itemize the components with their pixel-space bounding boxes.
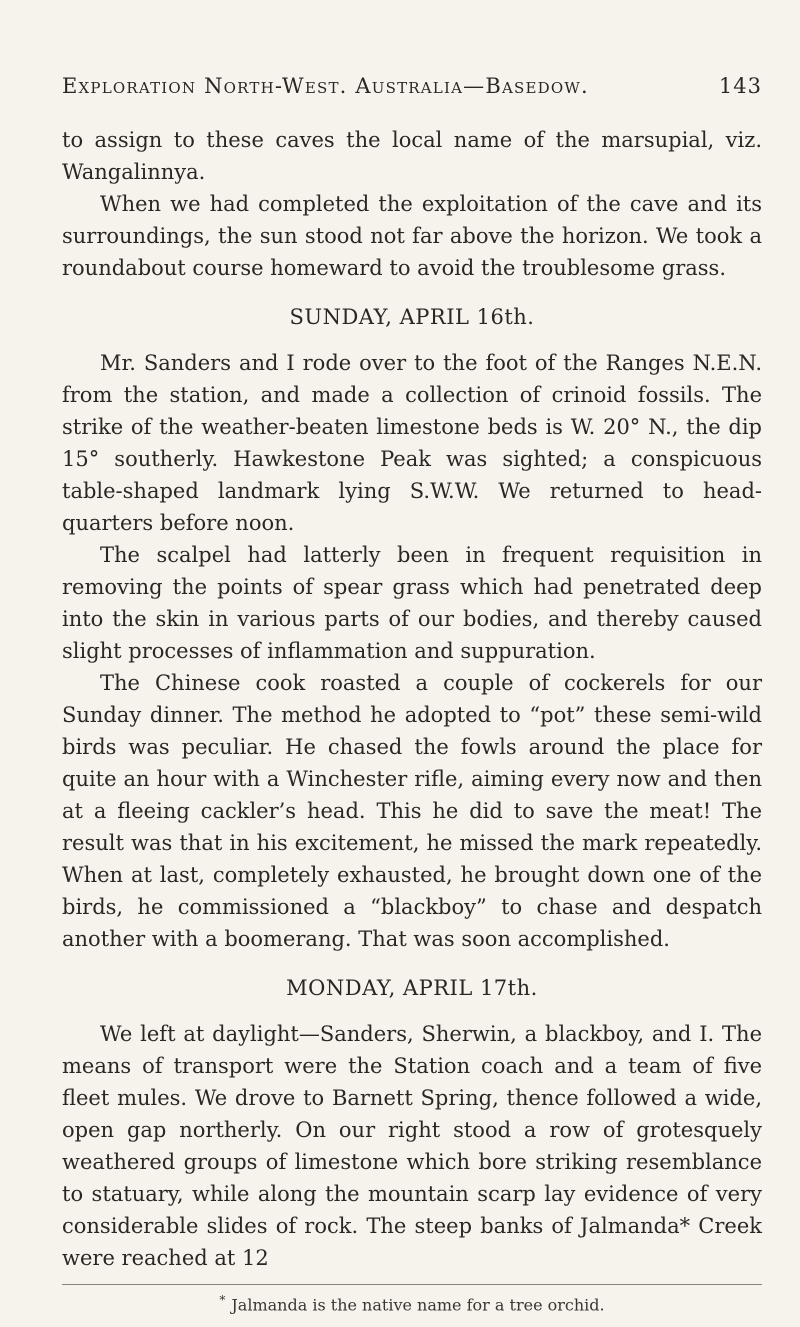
paragraph: Mr. Sanders and I rode over to the foot of the Ranges N.E.N. from the station, and made a collection of crinoid fossils. The strike of the weather-beaten limestone beds is W. 20° N., the dip 15° southerly. Hawkestone Peak was sighted; a conspicuous table-shaped landmark lying S.W.W. We returned to head-quarters before noon. [62, 351, 762, 535]
section-heading-monday: MONDAY, APRIL 17th. [286, 976, 538, 1000]
paragraph: The scalpel had latterly been in frequent requisition in removing the points of spear grass which had penetrated deep into the skin in various parts of our bodies, and thereby caused slight processes of inflammation and suppuration. [62, 543, 762, 663]
paragraph: When we had completed the exploitation of the cave and its surroundings, the sun stood not far above the horizon. We took a roundabout course homeward to avoid the troublesome grass. [62, 192, 762, 280]
book-page [62, 74, 762, 1316]
running-head-title: Exploration North-West. Australia—Basedow. [62, 74, 589, 98]
page-number: 143 [718, 74, 762, 98]
footnote-marker: * [219, 1293, 226, 1307]
section-heading-sunday: SUNDAY, APRIL 16th. [289, 305, 535, 329]
footnote-divider [62, 1284, 762, 1285]
running-head [62, 74, 762, 98]
paragraph-continued: to assign to these caves the local name of the marsupial, viz. Wangalinnya. [62, 128, 762, 184]
footnote [62, 1289, 762, 1316]
footnote-text: Jalmanda is the native name for a tree orchid. [231, 1295, 605, 1315]
paragraph: The Chinese cook roasted a couple of cockerels for our Sunday dinner. The method he adopted to “pot” these semi-wild birds was peculiar. He chased the fowls around the place for quite an hour with a Winchester rifle, aiming every now and then at a fleeing cackler’s head. This he did to save the meat! The result was that in his excitement, he missed the mark repeatedly. When at last, completely exhausted, he brought down one of the birds, he commissioned a “blackboy” to chase and despatch another with a boomerang. That was soon accomplished. [62, 671, 762, 951]
paragraph: We left at daylight—Sanders, Sherwin, a blackboy, and I. The means of transport were the Station coach and a team of five fleet mules. We drove to Barnett Spring, thence followed a wide, open gap northerly. On our right stood a row of grotesquely weathered groups of limestone which bore striking resemblance to statuary, while along the mountain scarp lay evidence of very considerable slides of rock. The steep banks of Jalmanda* Creek were reached at 12 [62, 1022, 762, 1270]
